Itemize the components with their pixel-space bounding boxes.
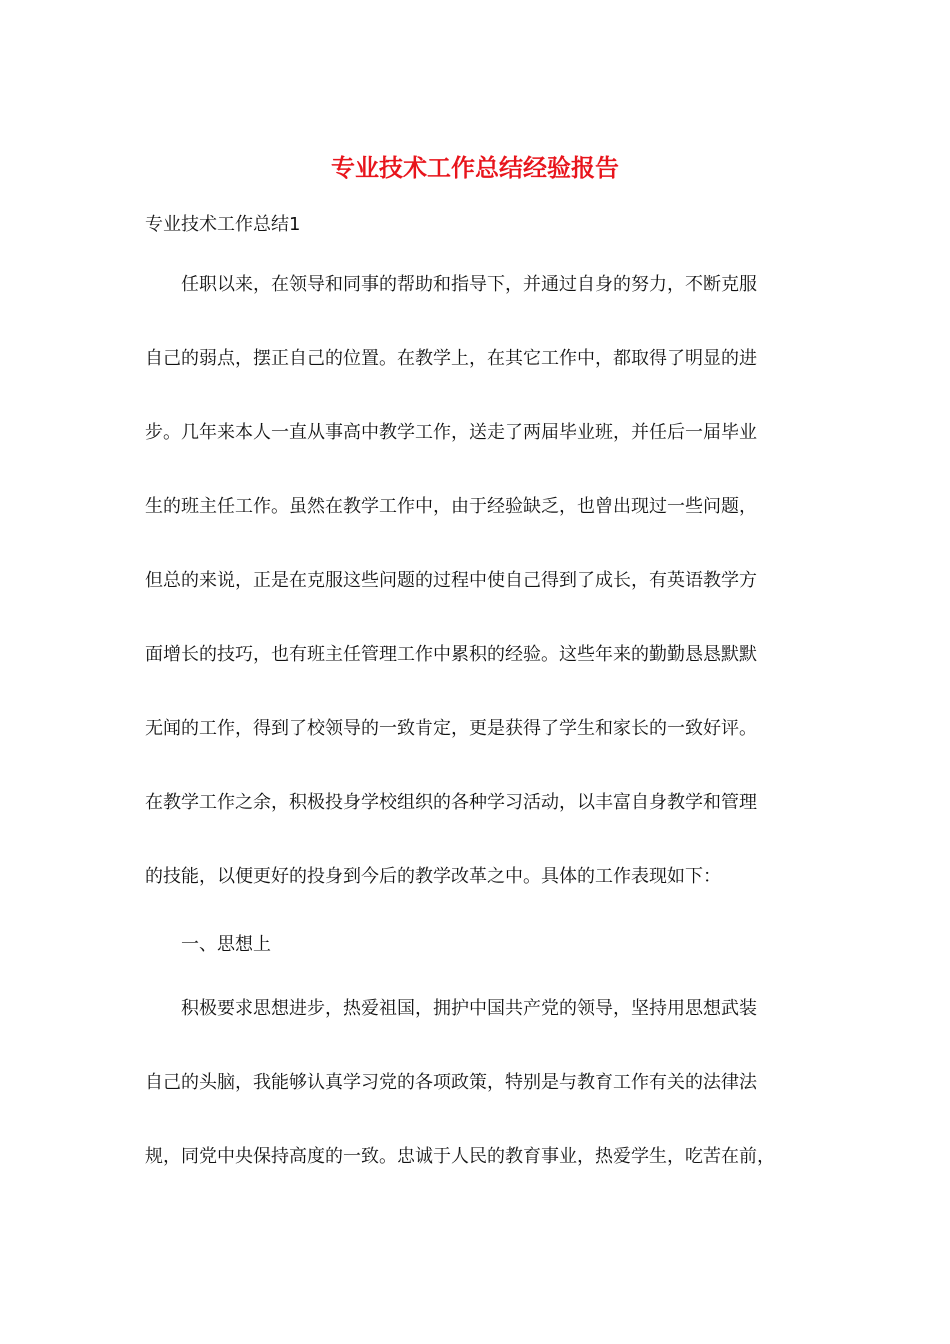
- section-heading: 专业技术工作总结1: [145, 214, 301, 235]
- paragraph-line: 自己的头脑，我能够认真学习党的各项政策，特别是与教育工作有关的法律法: [145, 1072, 757, 1093]
- paragraph-1: [145, 270, 805, 936]
- paragraph-line: 在教学工作之余，积极投身学校组织的各种学习活动，以丰富自身教学和管理: [145, 792, 757, 813]
- paragraph-line: 规，同党中央保持高度的一致。忠诚于人民的教育事业，热爱学生，吃苦在前，: [145, 1146, 775, 1167]
- paragraph-2: [145, 994, 805, 1216]
- paragraph-line: 自己的弱点，摆正自己的位置。在教学上，在其它工作中，都取得了明显的进: [145, 348, 757, 369]
- paragraph-line: 任职以来，在领导和同事的帮助和指导下，并通过自身的努力，不断克服: [181, 274, 757, 295]
- paragraph-line: 的技能，以便更好的投身到今后的教学改革之中。具体的工作表现如下：: [145, 866, 721, 887]
- paragraph-line: 面增长的技巧，也有班主任管理工作中累积的经验。这些年来的勤勤恳恳默默: [145, 644, 757, 665]
- paragraph-line: 步。几年来本人一直从事高中教学工作，送走了两届毕业班，并任后一届毕业: [145, 422, 757, 443]
- paragraph-line: 无闻的工作，得到了校领导的一致肯定，更是获得了学生和家长的一致好评。: [145, 718, 757, 739]
- paragraph-line: 生的班主任工作。虽然在教学工作中，由于经验缺乏，也曾出现过一些问题，: [145, 496, 757, 517]
- subheading-thought: 一、思想上: [181, 934, 271, 955]
- paragraph-line: 积极要求思想进步，热爱祖国，拥护中国共产党的领导，坚持用思想武装: [181, 998, 757, 1019]
- document-title: 专业技术工作总结经验报告: [331, 153, 619, 182]
- paragraph-line: 但总的来说，正是在克服这些问题的过程中使自己得到了成长，有英语教学方: [145, 570, 757, 591]
